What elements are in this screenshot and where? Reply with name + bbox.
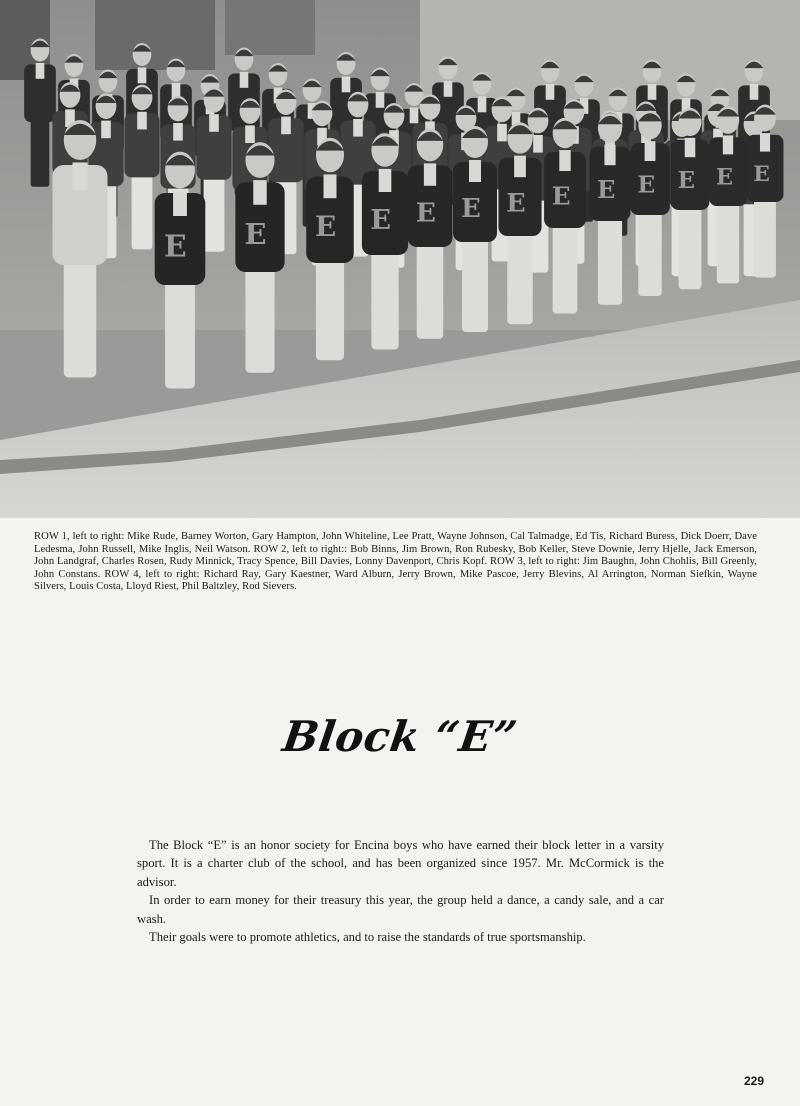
building-window (95, 0, 215, 70)
person-collar (424, 163, 436, 185)
jacket-letter: E (677, 168, 696, 194)
person-collar (376, 92, 385, 108)
person-collar (353, 119, 363, 137)
person-collar (173, 191, 187, 216)
body-paragraph: In order to earn money for their treasury this year, the group held a dance, a candy sale, and a car wash. (137, 893, 664, 926)
jacket-letter: E (415, 197, 436, 229)
jacket-letter: E (461, 194, 481, 224)
jacket-letter: E (163, 229, 187, 265)
page-title: Block “E” (279, 712, 521, 761)
person-collar (138, 67, 147, 83)
person-collar (685, 138, 696, 157)
jacket-letter: E (637, 170, 656, 199)
person-collar (559, 150, 570, 171)
jacket-letter: E (370, 203, 392, 236)
person-collar (723, 135, 733, 154)
person-collar (648, 84, 657, 100)
person-collar (173, 123, 183, 141)
person-collar (379, 169, 392, 192)
person-collar (209, 114, 219, 132)
person-collar (324, 174, 337, 198)
person-collar (478, 96, 487, 112)
person-collar (469, 160, 481, 182)
body-paragraph: Their goals were to promote athletics, and to raise the standards of true sportsmanship. (149, 930, 586, 945)
person-collar (546, 84, 555, 100)
page-number: 229 (743, 1074, 764, 1088)
walkway (0, 300, 800, 518)
jacket-letter: E (506, 188, 526, 219)
body-paragraph: The Block “E” is an honor society for Encina boys who have earned their block letter in a varsity sport. It is a charter club of the school, and has been organized since 1957. Mr. McCormick is the advisor. (137, 838, 664, 889)
person-collar (36, 63, 45, 79)
jacket-letter: E (244, 217, 267, 251)
person-collar (760, 133, 770, 151)
person-collar (497, 124, 507, 142)
person-collar (514, 156, 526, 178)
person-collar (645, 141, 656, 161)
person-collar (137, 112, 147, 130)
article-body (137, 836, 664, 946)
photo-caption: ROW 1, left to right: Mike Rude, Barney Worton, Gary Hampton, John Whiteline, Lee Pratt, Wayne Johnson, Cal Talmadge, Ed Tis, Richard Buress, Dick Doerr, Dave Ledesma, John Russell, Mike Inglis, Neil Watson. ROW 2, left to right:: Bob Binns, Jim Brown, Ron Rubesky, Bob Keller, Steve Downie, Jerry Hjelle, Jack Emerson, John Landgraf, Charles Rosen, Rudy Minnick, Tracy Spence, Bill Davies, Lonny Davenport, Chris Kopf. ROW 3, left to right: Jim Baughn, John Chohlis, Bill Greenly, John Constans. ROW 4, left to right: Richard Ray, Gary Kaestner, Ward Alburn, Jerry Brown, Mike Pascoe, Jerry Blevins, Al Arrington, Norman Siefkin, Wayne Silvers, Louis Costa, Lloyd Riest, Phil Baltzley, Rod Sievers. (34, 531, 757, 593)
person-collar (604, 145, 615, 165)
jacket-letter: E (715, 164, 734, 191)
person-collar (750, 84, 759, 100)
person-collar (444, 81, 453, 97)
person-collar (245, 125, 255, 143)
person-collar (253, 180, 266, 205)
person-collar (533, 135, 543, 153)
jacket-letter: E (753, 161, 770, 187)
person-collar (240, 72, 249, 88)
person-collar (342, 76, 351, 92)
group-photo (0, 0, 800, 518)
person-collar (101, 121, 111, 139)
jacket-letter: E (314, 210, 337, 243)
person-collar (281, 117, 291, 135)
group-photo-illustration (0, 0, 800, 518)
person-collar (73, 163, 88, 191)
building-window (225, 0, 315, 55)
person-collar (410, 107, 419, 123)
jacket-letter: E (551, 181, 571, 211)
jacket-letter: E (596, 174, 616, 204)
